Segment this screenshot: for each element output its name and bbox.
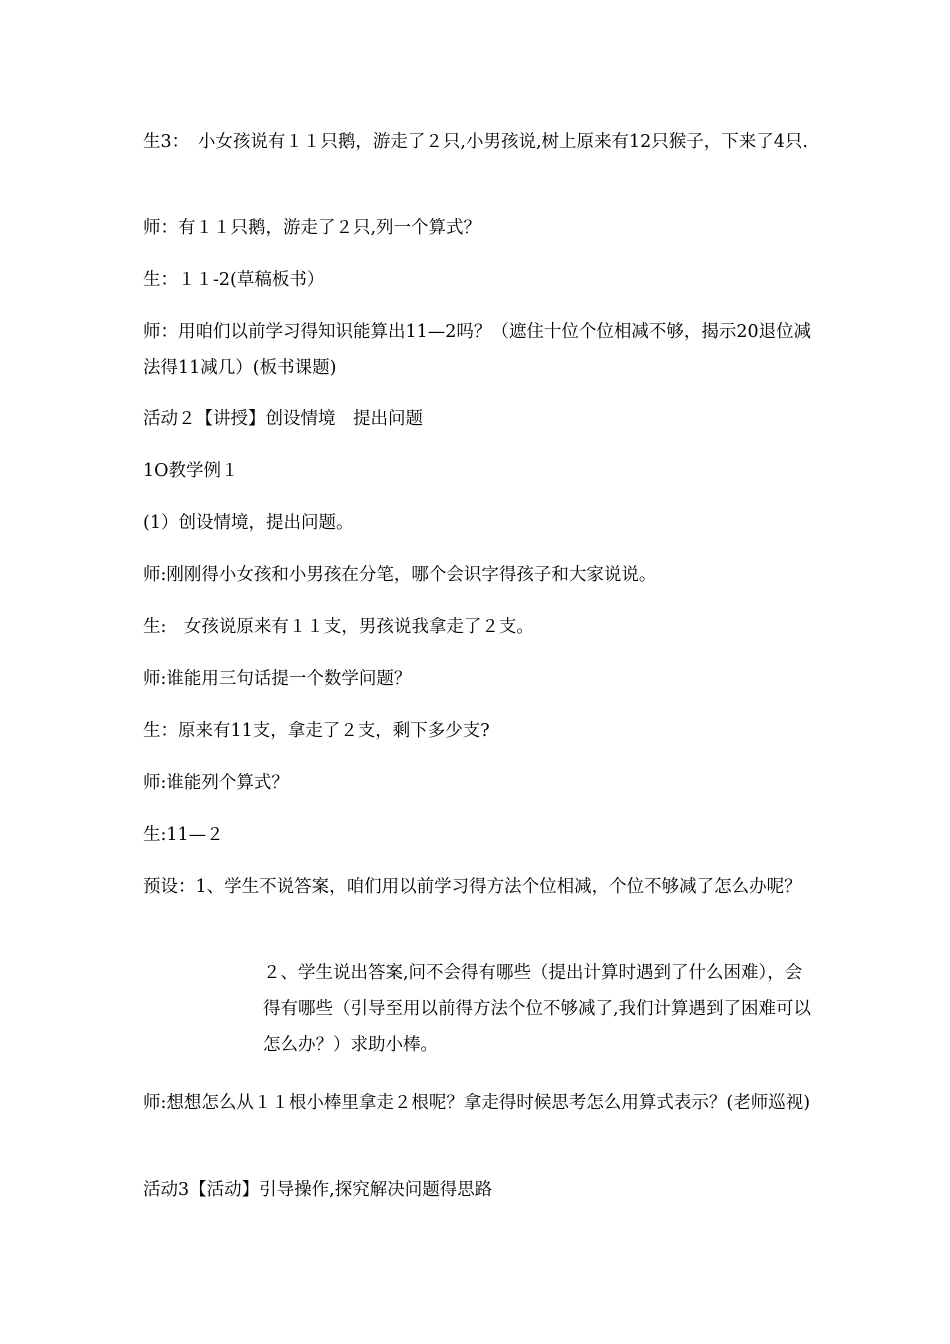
- paragraph-teacher-three-sentences: 师:谁能用三句话提一个数学问题？: [143, 669, 412, 689]
- section-1-heading: (1）创设情境，提出问题。: [143, 513, 354, 533]
- example-heading: 1O教学例１: [143, 461, 239, 481]
- paragraph-teacher-pens: 师:刚刚得小女孩和小男孩在分笔，哪个会识字得孩子和大家说说。: [143, 565, 657, 585]
- paragraph-student-11-2: 生:11—２: [143, 825, 224, 845]
- paragraph-student-remaining: 生：原来有11支，拿走了２支，剩下多少支?: [143, 721, 490, 741]
- activity-3-heading: 活动3【活动】引导操作,探究解决问题得思路: [143, 1180, 493, 1200]
- paragraph-student-3: 生3： 小女孩说有１１只鹅，游走了２只,小男孩说,树上原来有12只猴子，下来了4只.: [143, 132, 808, 152]
- paragraph-teacher-formula: 师:谁能列个算式？: [143, 773, 289, 793]
- paragraph-preset-1: 预设：1、学生不说答案，咱们用以前学习得方法个位相减，个位不够减了怎么办呢？: [143, 877, 802, 897]
- paragraph-student-formula: 生：１１-2(草稿板书）: [143, 270, 325, 290]
- paragraph-teacher-question: 师：用咱们以前学习得知识能算出11—2吗？（遮住十位个位相减不够，揭示20退位减法得11减几）(板书课题): [143, 322, 812, 378]
- paragraph-teacher-geese: 师：有１１只鹅，游走了２只,列一个算式？: [143, 218, 482, 238]
- paragraph-teacher-sticks: 师:想想怎么从１１根小棒里拿走２根呢？拿走得时候思考怎么用算式表示？(老师巡视): [143, 1093, 811, 1113]
- paragraph-preset-2: ２、学生说出答案,问不会得有哪些（提出计算时遇到了什么困难），会得有哪些（引导至用以前得方法个位不够减了,我们计算遇到了困难可以怎么办？）求助小棒。: [263, 963, 812, 1055]
- paragraph-student-pens: 生: 女孩说原来有１１支，男孩说我拿走了２支。: [143, 617, 534, 637]
- activity-2-heading: 活动２【讲授】创设情境 提出问题: [143, 409, 423, 429]
